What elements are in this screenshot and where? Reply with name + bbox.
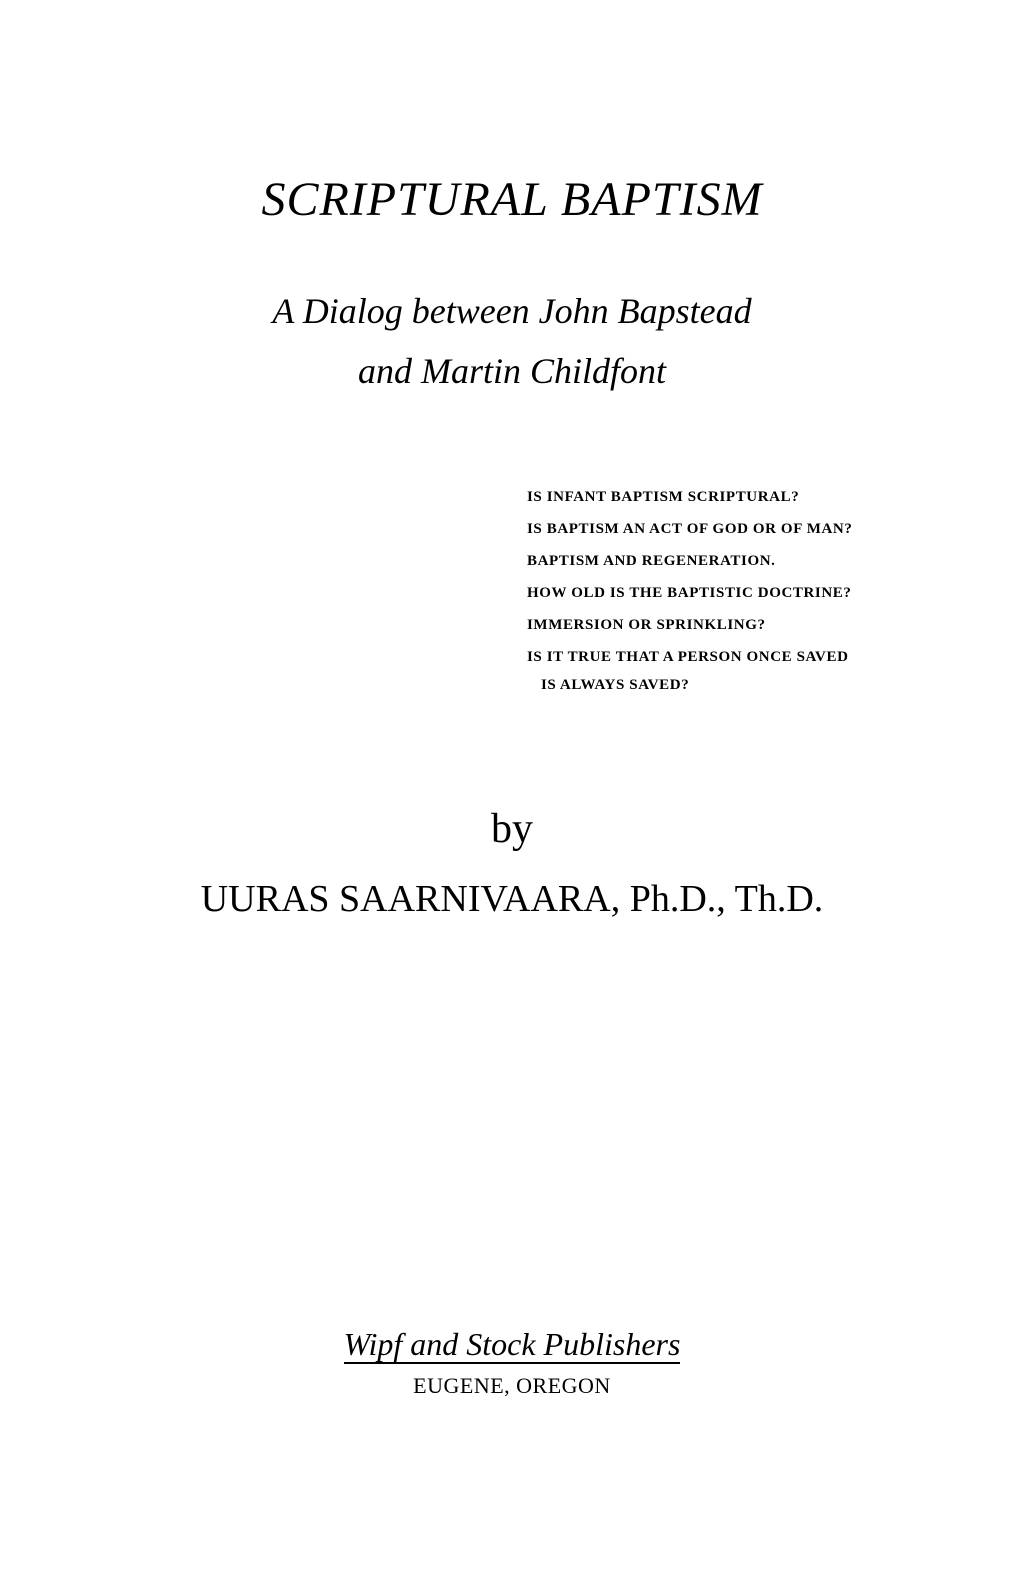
publisher-location: EUGENE, OREGON [413, 1373, 611, 1398]
publisher-name [0, 1328, 1024, 1364]
by-line: by [491, 806, 533, 852]
question-item: BAPTISM AND REGENERATION. [527, 553, 776, 569]
question-item: IS IT TRUE THAT A PERSON ONCE SAVED IS ALWAYS SAVED? [527, 649, 849, 693]
book-title: SCRIPTURAL BAPTISM [261, 173, 763, 226]
subtitle-line-1: A Dialog between John Bapstead [272, 291, 752, 331]
question-item: IMMERSION OR SPRINKLING? [527, 617, 766, 633]
subtitle-line-2: and Martin Childfont [357, 351, 667, 391]
question-item: HOW OLD IS THE BAPTISTIC DOCTRINE? [527, 585, 852, 601]
author-name: UURAS SAARNIVAARA, Ph.D., Th.D. [200, 878, 824, 920]
question-item: IS BAPTISM AN ACT OF GOD OR OF MAN? [527, 521, 853, 537]
publisher-label: Wipf and Stock Publishers [343, 1326, 681, 1362]
question-item: IS INFANT BAPTISM SCRIPTURAL? [527, 489, 800, 505]
question-list [527, 483, 867, 703]
